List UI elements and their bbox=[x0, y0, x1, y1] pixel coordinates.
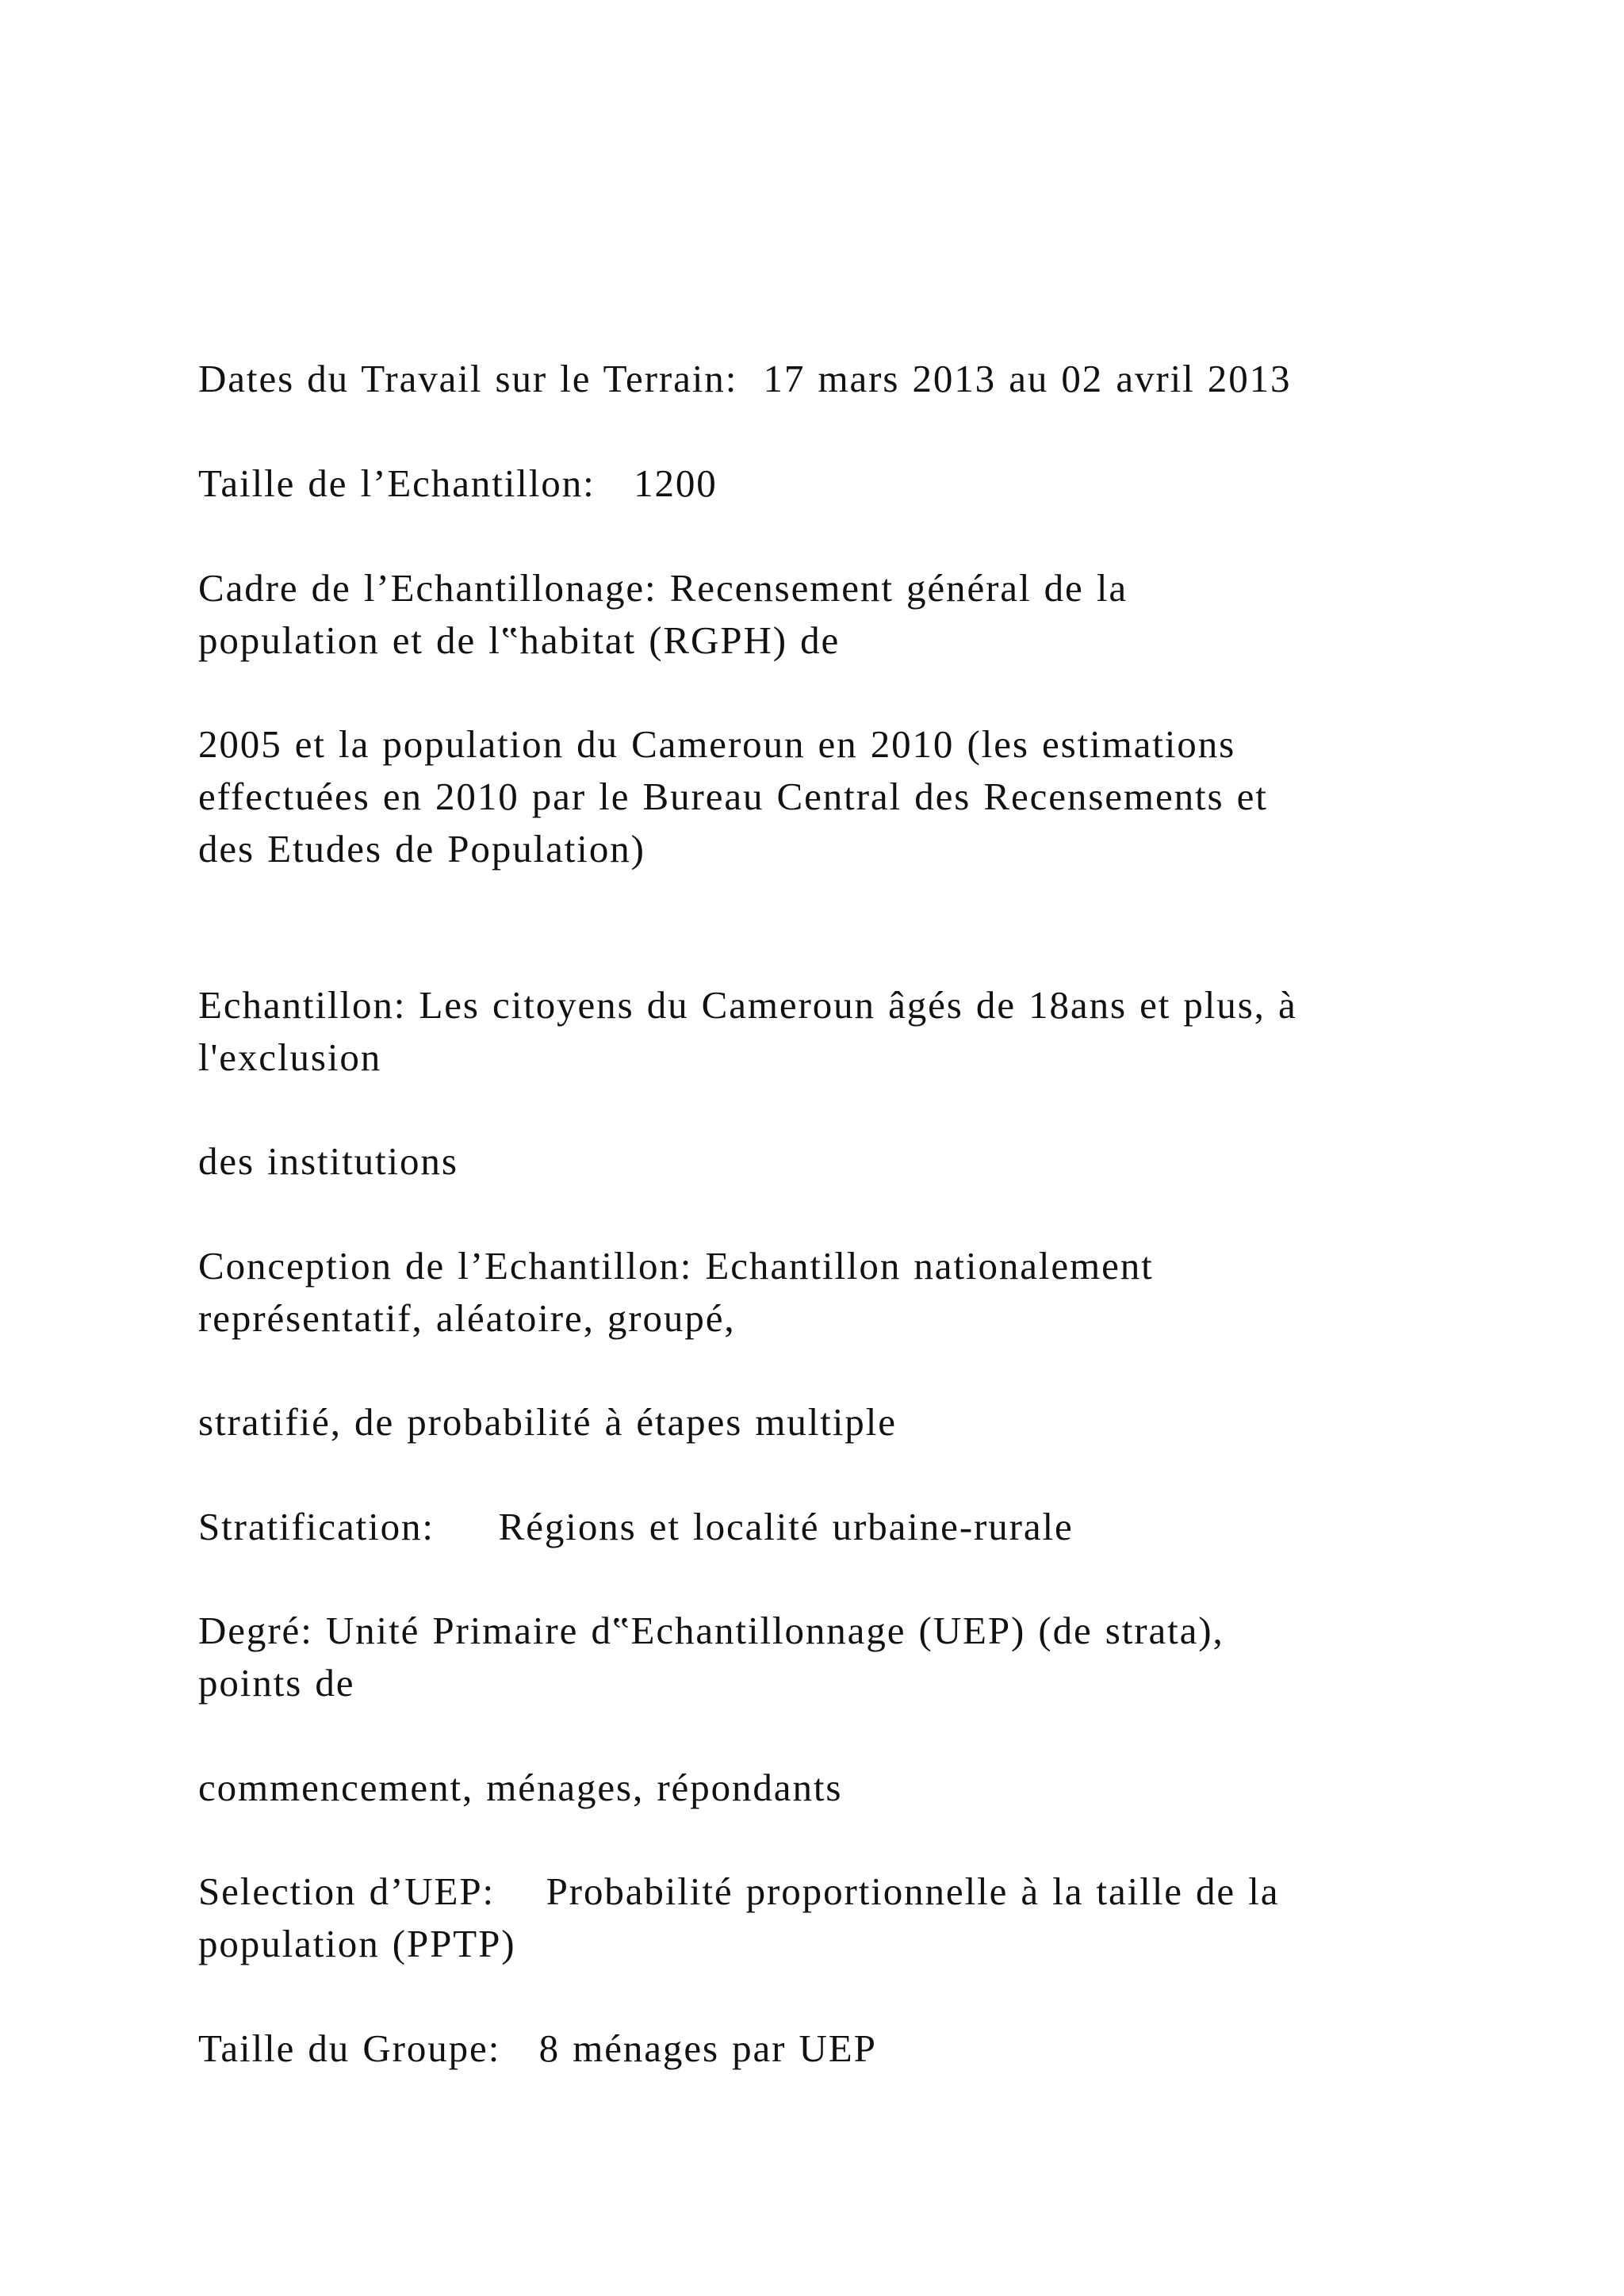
design-line-1: Conception de l’Echantillon: Echantillon nationalement bbox=[198, 1244, 1154, 1288]
design-line-3: stratifié, de probabilité à étapes multiple bbox=[198, 1400, 897, 1444]
universe-line-2: l'exclusion bbox=[198, 1035, 382, 1079]
stratification-line: Stratification: Régions et localité urbaine-rurale bbox=[198, 1505, 1074, 1548]
psu-selection-line-2: population (PPTP) bbox=[198, 1922, 516, 1965]
psu-selection-line-1: Selection d’UEP: Probabilité proportionnelle à la taille de la bbox=[198, 1869, 1280, 1913]
census-line-2: effectuées en 2010 par le Bureau Central des Recensements et bbox=[198, 775, 1268, 818]
census-line-1: 2005 et la population du Cameroun en 2010 (les estimations bbox=[198, 722, 1236, 766]
sampling-frame-line-2: population et de l‟habitat (RGPH) de bbox=[198, 618, 841, 662]
universe-line-1: Echantillon: Les citoyens du Cameroun âgés de 18ans et plus, à bbox=[198, 983, 1297, 1027]
cluster-size-line: Taille du Groupe: 8 ménages par UEP bbox=[198, 2026, 877, 2070]
stages-line-3: commencement, ménages, répondants bbox=[198, 1766, 843, 1809]
sample-size-line: Taille de l’Echantillon: 1200 bbox=[198, 461, 718, 505]
fieldwork-dates-line: Dates du Travail sur le Terrain: 17 mars 2013 au 02 avril 2013 bbox=[198, 357, 1292, 400]
universe-line-3: des institutions bbox=[198, 1139, 458, 1183]
sampling-frame-line-1: Cadre de l’Echantillonage: Recensement général de la bbox=[198, 566, 1128, 610]
stages-line-1: Degré: Unité Primaire d‟Echantillonnage (UEP) (de strata), bbox=[198, 1609, 1224, 1652]
census-line-3: des Etudes de Population) bbox=[198, 827, 645, 871]
design-line-2: représentatif, aléatoire, groupé, bbox=[198, 1296, 736, 1340]
stages-line-2: points de bbox=[198, 1661, 355, 1705]
